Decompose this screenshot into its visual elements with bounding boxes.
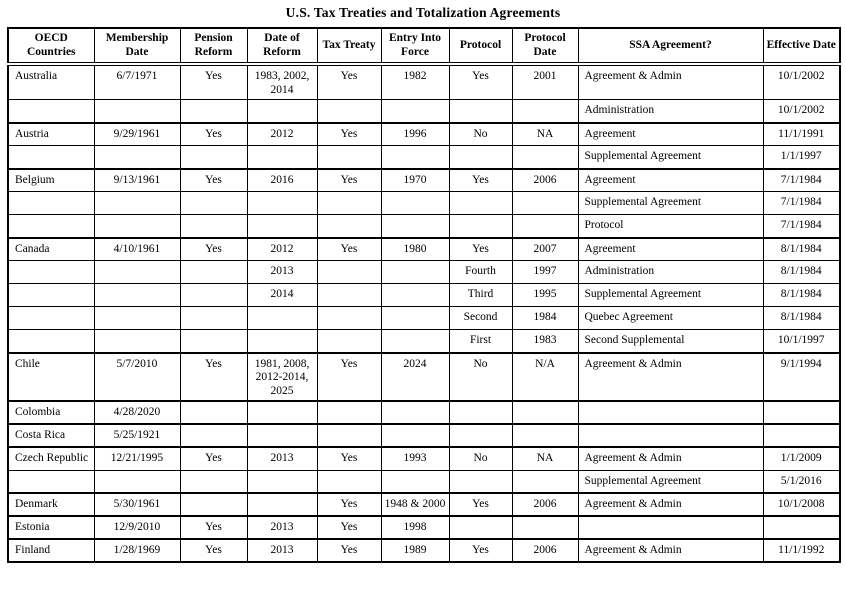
table-cell: [8, 215, 94, 238]
table-cell: [180, 192, 247, 215]
table-cell: [94, 100, 180, 123]
table-cell: [8, 330, 94, 353]
table-cell: [94, 261, 180, 284]
table-cell: [180, 215, 247, 238]
table-cell: 1983: [512, 330, 578, 353]
table-row: [8, 146, 840, 169]
table-cell: Protocol: [578, 215, 763, 238]
table-cell: Agreement: [578, 123, 763, 146]
table-cell: Yes: [180, 539, 247, 562]
table-cell: 1983, 2002, 2014: [247, 64, 317, 100]
table-cell: [94, 215, 180, 238]
table-cell: Estonia: [8, 516, 94, 539]
table-cell: [512, 424, 578, 447]
table-cell: [512, 100, 578, 123]
table-cell: 5/1/2016: [763, 470, 840, 493]
table-row: [8, 516, 840, 539]
table-cell: [94, 330, 180, 353]
table-cell: 2006: [512, 539, 578, 562]
table-cell: Yes: [317, 64, 381, 100]
table-cell: Yes: [180, 447, 247, 470]
table-cell: Yes: [317, 493, 381, 516]
table-cell: 11/1/1991: [763, 123, 840, 146]
table-cell: [94, 192, 180, 215]
table-cell: [381, 261, 449, 284]
table-cell: [317, 307, 381, 330]
table-cell: [94, 470, 180, 493]
table-cell: Belgium: [8, 169, 94, 192]
table-cell: [512, 401, 578, 424]
table-cell: [449, 516, 512, 539]
table-cell: [180, 146, 247, 169]
table-cell: Austria: [8, 123, 94, 146]
table-cell: 1993: [381, 447, 449, 470]
table-row: [8, 447, 840, 470]
table-cell: 1/1/2009: [763, 447, 840, 470]
table-cell: [180, 470, 247, 493]
table-cell: [94, 146, 180, 169]
table-cell: 9/13/1961: [94, 169, 180, 192]
table-cell: Yes: [449, 169, 512, 192]
table-cell: [8, 146, 94, 169]
table-row: [8, 470, 840, 493]
table-row: [8, 330, 840, 353]
table-cell: [449, 100, 512, 123]
table-cell: 1998: [381, 516, 449, 539]
table-cell: No: [449, 123, 512, 146]
table-cell: [247, 493, 317, 516]
table-cell: 2012: [247, 123, 317, 146]
table-cell: [8, 284, 94, 307]
table-cell: Agreement & Admin: [578, 64, 763, 100]
table-cell: [180, 307, 247, 330]
table-row: [8, 123, 840, 146]
table-cell: [512, 192, 578, 215]
table-cell: 8/1/1984: [763, 307, 840, 330]
table-cell: 1/1/1997: [763, 146, 840, 169]
table-cell: Quebec Agreement: [578, 307, 763, 330]
table-cell: [449, 470, 512, 493]
table-cell: 8/1/1984: [763, 261, 840, 284]
column-header: OECD Countries: [8, 28, 94, 64]
table-cell: 7/1/1984: [763, 169, 840, 192]
table-cell: [381, 284, 449, 307]
table-cell: 4/10/1961: [94, 238, 180, 261]
table-cell: 5/25/1921: [94, 424, 180, 447]
table-cell: [449, 146, 512, 169]
table-cell: Australia: [8, 64, 94, 100]
table-cell: [180, 493, 247, 516]
table-cell: [317, 192, 381, 215]
table-cell: Yes: [317, 238, 381, 261]
table-cell: Yes: [180, 238, 247, 261]
table-cell: [317, 284, 381, 307]
table-row: [8, 215, 840, 238]
table-cell: Yes: [317, 353, 381, 402]
table-cell: [180, 330, 247, 353]
table-cell: Yes: [317, 169, 381, 192]
table-cell: Agreement & Admin: [578, 353, 763, 402]
table-cell: NA: [512, 447, 578, 470]
table-cell: [180, 424, 247, 447]
table-cell: 1996: [381, 123, 449, 146]
table-cell: [247, 424, 317, 447]
table-row: [8, 261, 840, 284]
table-cell: [317, 330, 381, 353]
table-cell: 6/7/1971: [94, 64, 180, 100]
table-cell: [381, 192, 449, 215]
table-cell: Chile: [8, 353, 94, 402]
column-header: Pension Reform: [180, 28, 247, 64]
table-row: [8, 424, 840, 447]
table-cell: [317, 215, 381, 238]
table-cell: [180, 401, 247, 424]
table-cell: Fourth: [449, 261, 512, 284]
table-cell: 1995: [512, 284, 578, 307]
table-cell: Yes: [317, 539, 381, 562]
table-cell: N/A: [512, 353, 578, 402]
table-cell: 2013: [247, 516, 317, 539]
table-cell: [317, 261, 381, 284]
table-cell: Agreement & Admin: [578, 493, 763, 516]
table-cell: [381, 401, 449, 424]
column-header: Date of Reform: [247, 28, 317, 64]
table-cell: [578, 424, 763, 447]
table-cell: 1981, 2008, 2012-2014, 2025: [247, 353, 317, 402]
table-cell: [180, 261, 247, 284]
header-row: [8, 28, 840, 64]
table-cell: 1984: [512, 307, 578, 330]
table-cell: [381, 100, 449, 123]
table-cell: Supplemental Agreement: [578, 192, 763, 215]
table-row: [8, 238, 840, 261]
table-cell: 9/29/1961: [94, 123, 180, 146]
table-cell: [381, 215, 449, 238]
table-cell: Administration: [578, 100, 763, 123]
table-cell: 4/28/2020: [94, 401, 180, 424]
table-cell: [8, 100, 94, 123]
table-cell: Yes: [449, 64, 512, 100]
table-cell: [317, 470, 381, 493]
table-cell: Yes: [317, 123, 381, 146]
table-cell: 7/1/1984: [763, 215, 840, 238]
table-cell: 5/7/2010: [94, 353, 180, 402]
table-cell: Yes: [180, 516, 247, 539]
table-cell: Yes: [180, 64, 247, 100]
table-cell: Denmark: [8, 493, 94, 516]
table-row: [8, 539, 840, 562]
table-cell: Second: [449, 307, 512, 330]
table-cell: Finland: [8, 539, 94, 562]
table-cell: [8, 261, 94, 284]
table-row: [8, 307, 840, 330]
table-cell: 1982: [381, 64, 449, 100]
table-row: [8, 493, 840, 516]
table-cell: 2014: [247, 284, 317, 307]
table-row: [8, 169, 840, 192]
table-cell: 1/28/1969: [94, 539, 180, 562]
table-cell: Agreement & Admin: [578, 539, 763, 562]
table-cell: 10/1/2002: [763, 64, 840, 100]
table-cell: [763, 401, 840, 424]
table-cell: 1970: [381, 169, 449, 192]
table-row: [8, 192, 840, 215]
table-cell: [381, 307, 449, 330]
table-cell: 1997: [512, 261, 578, 284]
table-cell: 10/1/2008: [763, 493, 840, 516]
table-cell: [449, 192, 512, 215]
table-cell: No: [449, 447, 512, 470]
table-cell: Yes: [449, 493, 512, 516]
table-cell: [247, 307, 317, 330]
table-cell: 8/1/1984: [763, 238, 840, 261]
table-cell: [763, 424, 840, 447]
table-cell: [8, 192, 94, 215]
table-cell: Costa Rica: [8, 424, 94, 447]
table-cell: [449, 401, 512, 424]
table-cell: Agreement: [578, 238, 763, 261]
column-header: Tax Treaty: [317, 28, 381, 64]
table-cell: 11/1/1992: [763, 539, 840, 562]
table-cell: [247, 192, 317, 215]
table-cell: [94, 307, 180, 330]
table-cell: Yes: [180, 169, 247, 192]
table-cell: 2012: [247, 238, 317, 261]
table-cell: No: [449, 353, 512, 402]
table-cell: 2006: [512, 169, 578, 192]
table-cell: 10/1/1997: [763, 330, 840, 353]
table-cell: [381, 424, 449, 447]
table-cell: [317, 100, 381, 123]
table-cell: [449, 424, 512, 447]
table-cell: [247, 146, 317, 169]
column-header: Protocol: [449, 28, 512, 64]
table-cell: 10/1/2002: [763, 100, 840, 123]
column-header: Entry Into Force: [381, 28, 449, 64]
table-cell: 2013: [247, 447, 317, 470]
table-cell: 2013: [247, 539, 317, 562]
tax-treaties-table: [7, 27, 841, 563]
table-cell: 12/9/2010: [94, 516, 180, 539]
table-cell: Czech Republic: [8, 447, 94, 470]
table-cell: Yes: [317, 516, 381, 539]
column-header: Membership Date: [94, 28, 180, 64]
table-cell: Colombia: [8, 401, 94, 424]
table-cell: [381, 470, 449, 493]
table-cell: Yes: [449, 238, 512, 261]
column-header: Protocol Date: [512, 28, 578, 64]
table-cell: [381, 330, 449, 353]
table-cell: [247, 100, 317, 123]
table-cell: [578, 516, 763, 539]
column-header: Effective Date: [763, 28, 840, 64]
table-cell: Second Supplemental: [578, 330, 763, 353]
table-cell: Agreement: [578, 169, 763, 192]
table-cell: [180, 284, 247, 307]
table-cell: 2007: [512, 238, 578, 261]
table-cell: [317, 146, 381, 169]
table-cell: Yes: [180, 123, 247, 146]
table-cell: Third: [449, 284, 512, 307]
table-row: [8, 64, 840, 100]
table-cell: [247, 330, 317, 353]
table-cell: [381, 146, 449, 169]
table-cell: Yes: [317, 447, 381, 470]
table-cell: 2024: [381, 353, 449, 402]
column-header: SSA Agreement?: [578, 28, 763, 64]
table-cell: [8, 470, 94, 493]
table-cell: 1980: [381, 238, 449, 261]
table-cell: NA: [512, 123, 578, 146]
table-cell: 8/1/1984: [763, 284, 840, 307]
table-cell: Agreement & Admin: [578, 447, 763, 470]
table-cell: [247, 215, 317, 238]
table-cell: 1989: [381, 539, 449, 562]
table-cell: [512, 516, 578, 539]
table-cell: First: [449, 330, 512, 353]
table-cell: Supplemental Agreement: [578, 284, 763, 307]
table-cell: 5/30/1961: [94, 493, 180, 516]
table-cell: 2013: [247, 261, 317, 284]
table-body: [8, 64, 840, 562]
table-cell: [512, 470, 578, 493]
table-cell: Supplemental Agreement: [578, 470, 763, 493]
table-cell: 1948 & 2000: [381, 493, 449, 516]
table-cell: Supplemental Agreement: [578, 146, 763, 169]
table-cell: [317, 401, 381, 424]
table-cell: [512, 146, 578, 169]
table-cell: [180, 100, 247, 123]
table-cell: [512, 215, 578, 238]
table-cell: 7/1/1984: [763, 192, 840, 215]
table-cell: [578, 401, 763, 424]
table-row: [8, 284, 840, 307]
table-cell: Yes: [180, 353, 247, 402]
table-row: [8, 353, 840, 402]
table-cell: [8, 307, 94, 330]
table-cell: 2006: [512, 493, 578, 516]
table-cell: [317, 424, 381, 447]
table-cell: 2016: [247, 169, 317, 192]
table-cell: [94, 284, 180, 307]
table-cell: 12/21/1995: [94, 447, 180, 470]
table-cell: 9/1/1994: [763, 353, 840, 402]
table-row: [8, 100, 840, 123]
table-cell: Administration: [578, 261, 763, 284]
table-cell: 2001: [512, 64, 578, 100]
table-cell: [763, 516, 840, 539]
table-cell: Canada: [8, 238, 94, 261]
table-row: [8, 401, 840, 424]
table-cell: [449, 215, 512, 238]
page-title: U.S. Tax Treaties and Totalization Agreements: [285, 5, 561, 20]
table-cell: [247, 401, 317, 424]
table-cell: Yes: [449, 539, 512, 562]
table-cell: [247, 470, 317, 493]
